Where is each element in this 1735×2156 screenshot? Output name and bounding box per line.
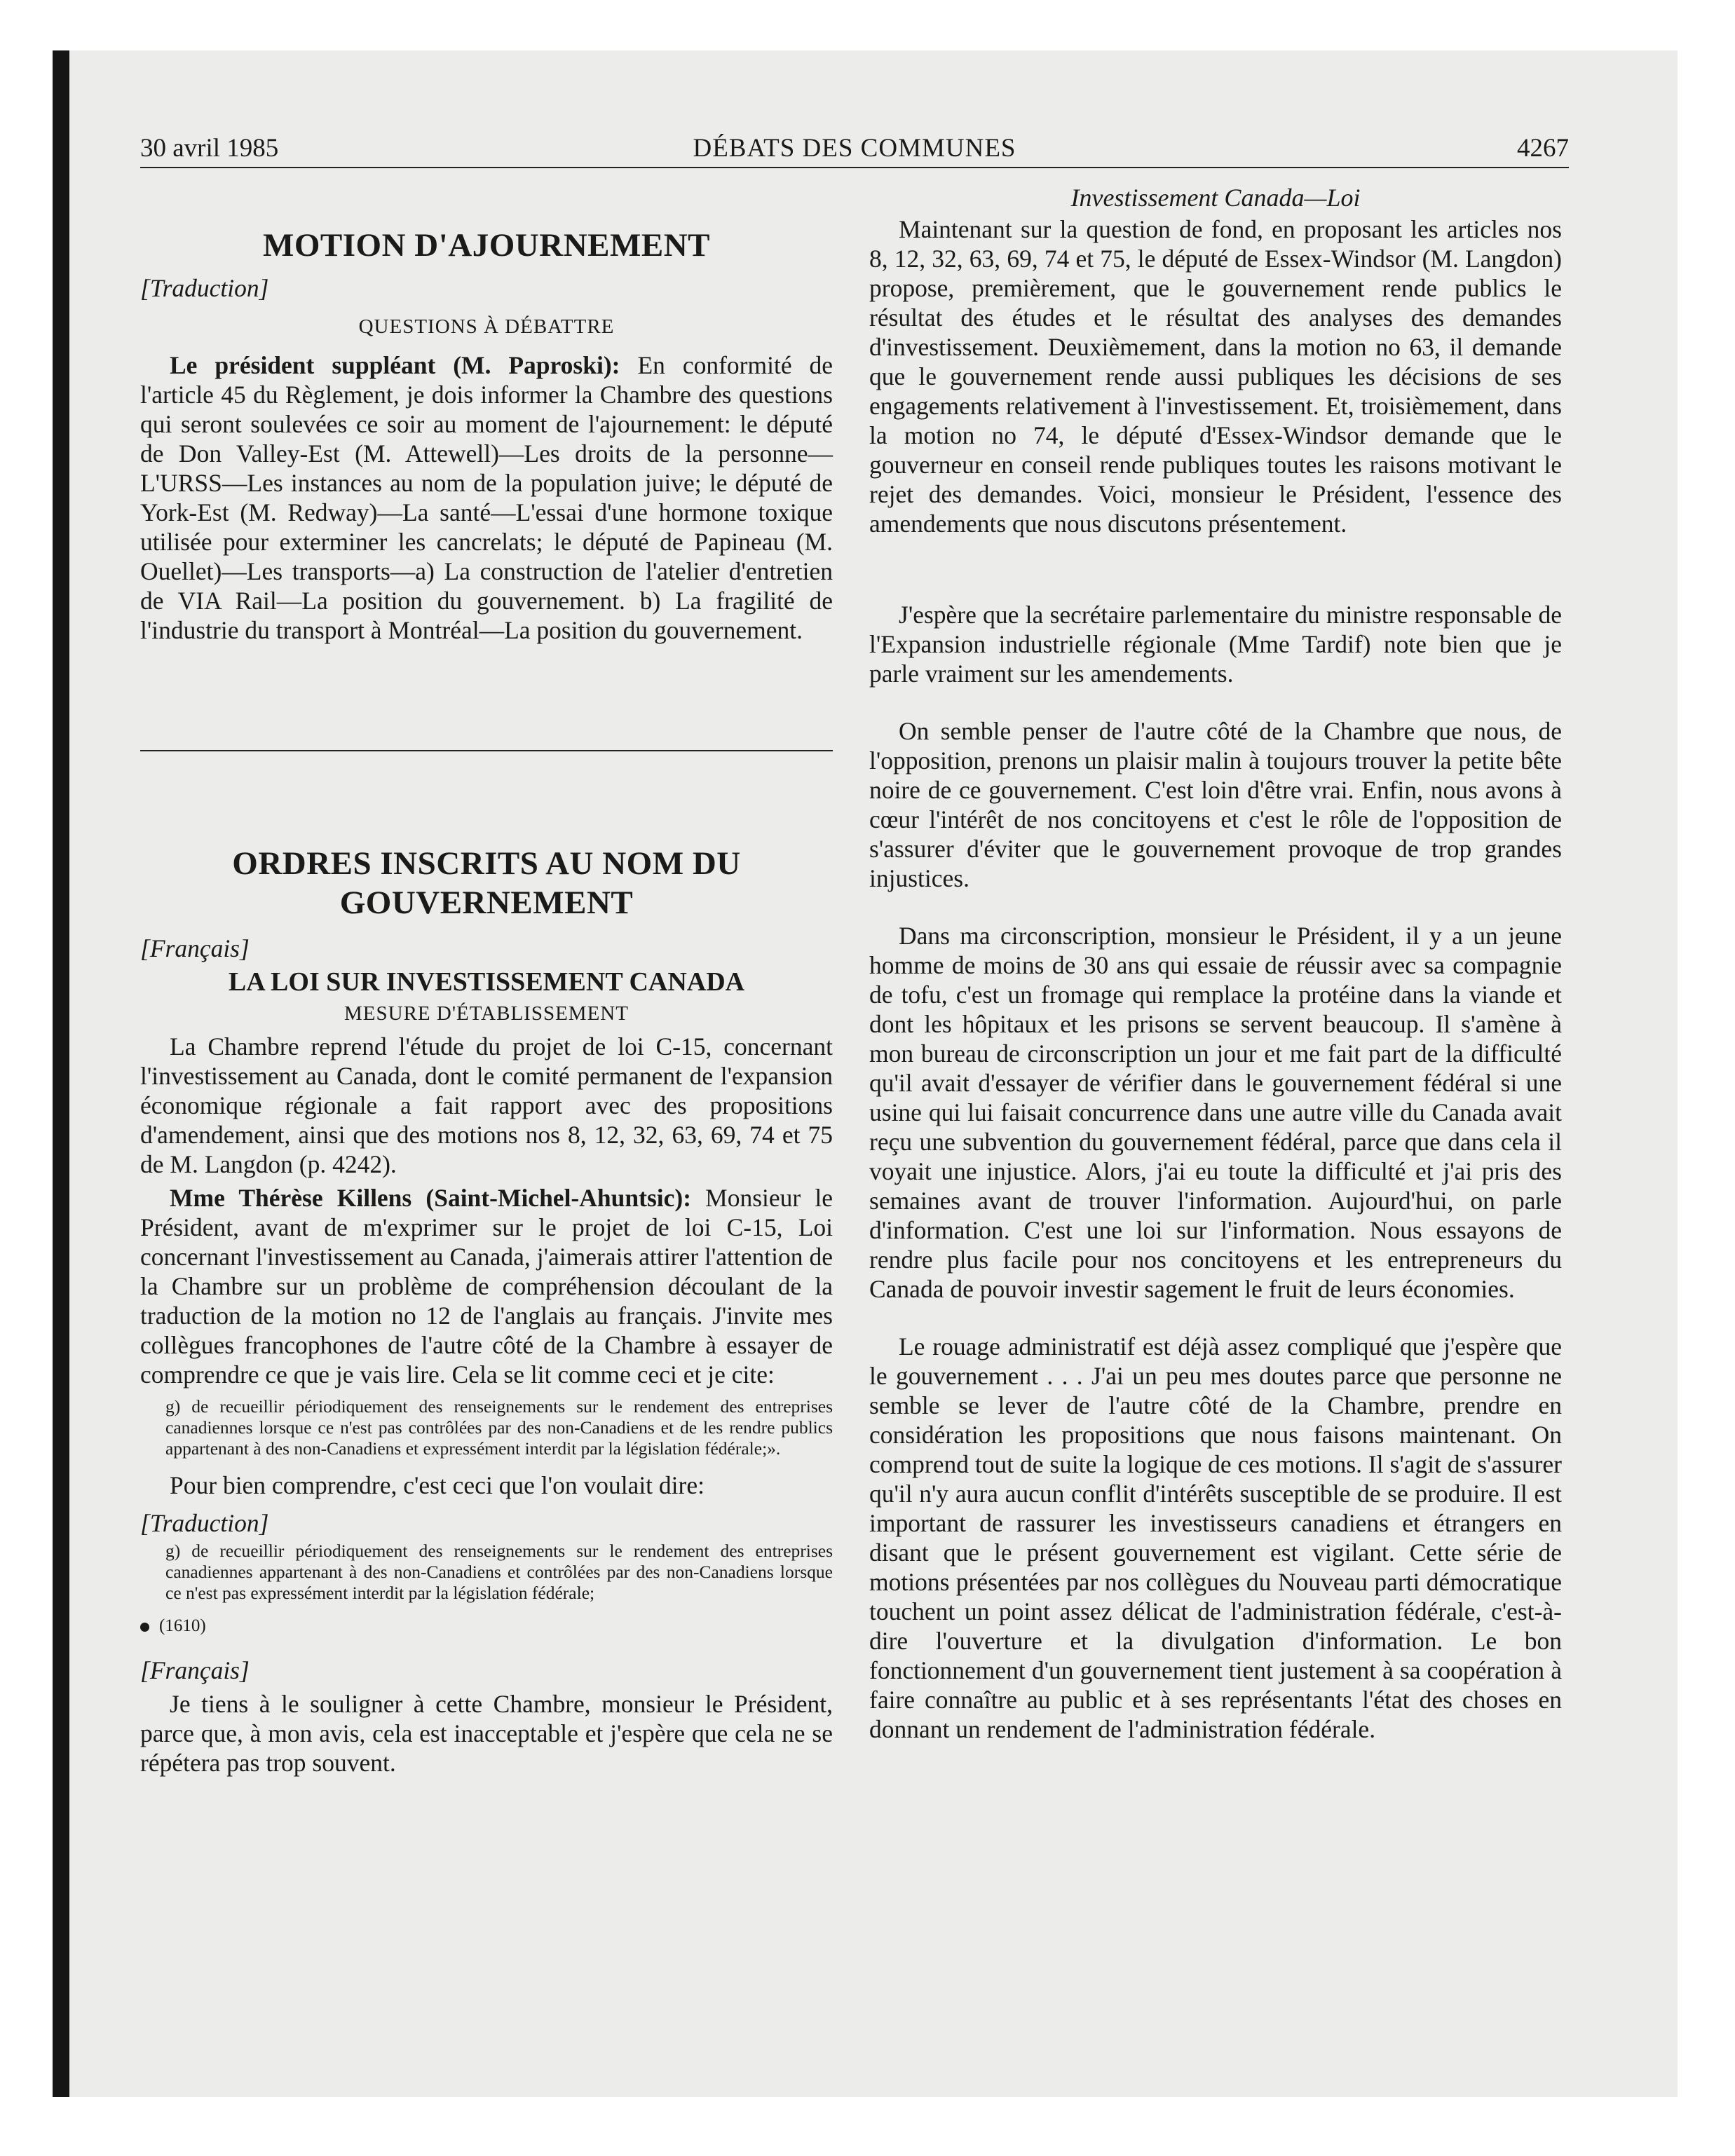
speech-paproski: [140, 350, 833, 645]
binding-edge: [53, 50, 69, 2097]
paragraph: On semble penser de l'autre côté de la Chambre que nous, de l'opposition, prenons un plaisir malin à toujours trouver la petite bête noire de ce gouvernement. C'est loin d'être vrai. Enfin, nous avons à cœur l'intérêt de nos concitoyens et c'est le rôle de l'opposition de s'assurer d'éviter que le gouvernement provoque de trop grandes injustices.: [869, 717, 1562, 892]
time-stamp: [140, 1615, 833, 1637]
francais-marker: [Français]: [140, 1656, 250, 1684]
left-column: [140, 182, 833, 1778]
speaker-name: Le président suppléant (M. Paproski):: [170, 351, 620, 379]
quoted-motion-french: g) de recueillir périodiquement des renseignements sur le rendement des entreprises canadiennes lorsque ce n'est pas contrôlées par des non-Canadiens et de les rendre publics appartenant à des non-Canadiens et expressément interdit par la législation fédérale;».: [165, 1396, 833, 1459]
loi-title: LA LOI SUR INVESTISSEMENT CANADA: [228, 967, 745, 997]
speech-killens: [140, 1183, 833, 1389]
francais-marker: [Français]: [140, 934, 250, 962]
clarification-line: Pour bien comprendre, c'est ceci que l'on voulait dire:: [170, 1471, 705, 1499]
quoted-motion-translated: g) de recueillir périodiquement des renseignements sur le rendement des entreprises canadiennes appartenant à des non-Canadiens et contrôlées par des non-Canadiens lorsque ce n'est pas expressément interdit par la législation fédérale;: [165, 1541, 833, 1603]
running-head: Investissement Canada—Loi: [1070, 184, 1361, 212]
motion-title: MOTION D'AJOURNEMENT: [263, 227, 710, 264]
speaker-name: Mme Thérèse Killens (Saint-Michel-Ahuntsic):: [170, 1184, 692, 1212]
paragraph: J'espère que la secrétaire parlementaire du ministre responsable de l'Expansion industrielle régionale (Mme Tardif) note bien que je parle vraiment sur les amendements.: [869, 601, 1562, 688]
page-number: 4267: [1517, 134, 1569, 163]
time-stamp-text: (1610): [159, 1616, 206, 1635]
paragraph: Le rouage administratif est déjà assez compliqué que j'espère que le gouvernement . . . J'ai un peu mes doutes parce que personne ne semble se lever de l'autre côté de la Chambre, prendre en considération les propositions que nous faisons maintenant. On comprend tout de suite la logique de ces motions. Il s'agit de s'assurer qu'il n'y aura aucun conflit d'intérêts susceptible de se produire. Il est important de rassurer les investisseurs canadiens et étrangers en disant que le présent gouvernement est vigilant. Cette série de motions présentées par nos collègues du Nouveau parti démocratique touchent un point assez délicat de l'administration fédérale, c'est-à-dire l'ouverture et la divulgation d'information. Le bon fonctionnement d'un gouvernement tient justement à sa coopération à faire connaître au public et à ses représentants l'état des choses en donnant un rendement de l'administration fédérale.: [869, 1332, 1562, 1743]
traduction-marker: [Traduction]: [140, 1509, 269, 1537]
paragraph: Dans ma circonscription, monsieur le Président, il y a un jeune homme de moins de 30 ans qui essaie de réussir avec sa compagnie de tofu, c'est un fromage qui remplace la protéine dans la viande et dont les hôpitaux et les prisons se servent beaucoup. Il s'amène à mon bureau de circonscription un jour et me fait part de la difficulté qu'il avait d'essayer de vérifier dans le gouvernement fédéral si une usine qui lui faisait concurrence dans une autre ville du Canada avait reçu une subvention du gouvernement fédéral, parce que dans cela il voyait une injustice. Alors, j'ai eu toute la difficulté et j'ai pris des semaines avant de trouver l'information. Aujourd'hui, on parle d'information. C'est une loi sur l'information. Nous essayons de rendre plus facile pour nos concitoyens et les entrepreneurs du Canada de pouvoir investir sagement le fruit de leurs économies.: [869, 922, 1562, 1303]
bullet-icon: [140, 1623, 149, 1632]
speech-text: En conformité de l'article 45 du Règlement, je dois informer la Chambre des questions qui seront soulevées ce soir au moment de l'ajournement: le député de Don Valley-Est (M. Attewell)—Les droits de la personne—L'URSS—Les instances au nom de la population juive; le député de York-Est (M. Redway)—La santé—L'essai d'une hormone toxique utilisée pour exterminer les cancrelats; le député de Papineau (M. Ouellet)—Les transports—a) La construction de l'atelier d'entretien de VIA Rail—La position du gouvernement. b) La fragilité de l'industrie du transport à Montréal—La position du gouvernement.: [140, 351, 834, 644]
speech-text: Monsieur le Président, avant de m'exprimer sur le projet de loi C-15, Loi concernant l'investissement au Canada, j'aimerais attirer l'attention de la Chambre sur un problème de compréhension découlant de la traduction de la motion no 12 de l'anglais au français. J'invite mes collègues francophones de l'autre côté de la Chambre à essayer de comprendre ce que je vais lire. Cela se lit comme ceci et je cite:: [140, 1184, 833, 1389]
paragraph: Maintenant sur la question de fond, en proposant les articles nos 8, 12, 32, 63, 69, 74 et 75, le député de Essex-Windsor (M. Langdon) propose, premièrement, que le gouvernement rende publics le résultat des études et le résultat des analyses des demandes d'investissement. Deuxièmement, dans la motion no 63, il demande que le gouvernement rende aussi publiques les décisions de ses engagements relativement à l'investissement. Et, troisièmement, dans la motion no 74, le député d'Essex-Windsor demande que le gouverneur en conseil rende publiques toutes les raisons motivant le rejet des demandes. Voici, monsieur le Président, l'essence des amendements que nous discutons présentement.: [869, 215, 1562, 538]
page-header: [140, 130, 1569, 168]
mesure-heading: MESURE D'ÉTABLISSEMENT: [344, 1002, 629, 1025]
traduction-marker: [Traduction]: [140, 274, 269, 302]
proceedings-paragraph: La Chambre reprend l'étude du projet de loi C-15, concernant l'investissement au Canada, dont le comité permanent de l'expansion économique régionale a fait rapport avec des propositions d'amendement, ainsi que des motions nos 8, 12, 32, 63, 69, 74 et 75 de M. Langdon (p. 4242).: [140, 1032, 833, 1178]
questions-heading: QUESTIONS À DÉBATTRE: [358, 315, 615, 338]
closing-paragraph: Je tiens à le souligner à cette Chambre, monsieur le Président, parce que, à mon avis, cela est inacceptable et j'espère que cela ne se répétera pas trop souvent.: [140, 1690, 833, 1777]
ordres-title: ORDRES INSCRITS AU NOM DU GOUVERNEMENT: [232, 845, 741, 921]
header-date: 30 avril 1985: [140, 134, 279, 163]
journal-title: DÉBATS DES COMMUNES: [693, 134, 1016, 163]
right-column: [869, 182, 1562, 1744]
